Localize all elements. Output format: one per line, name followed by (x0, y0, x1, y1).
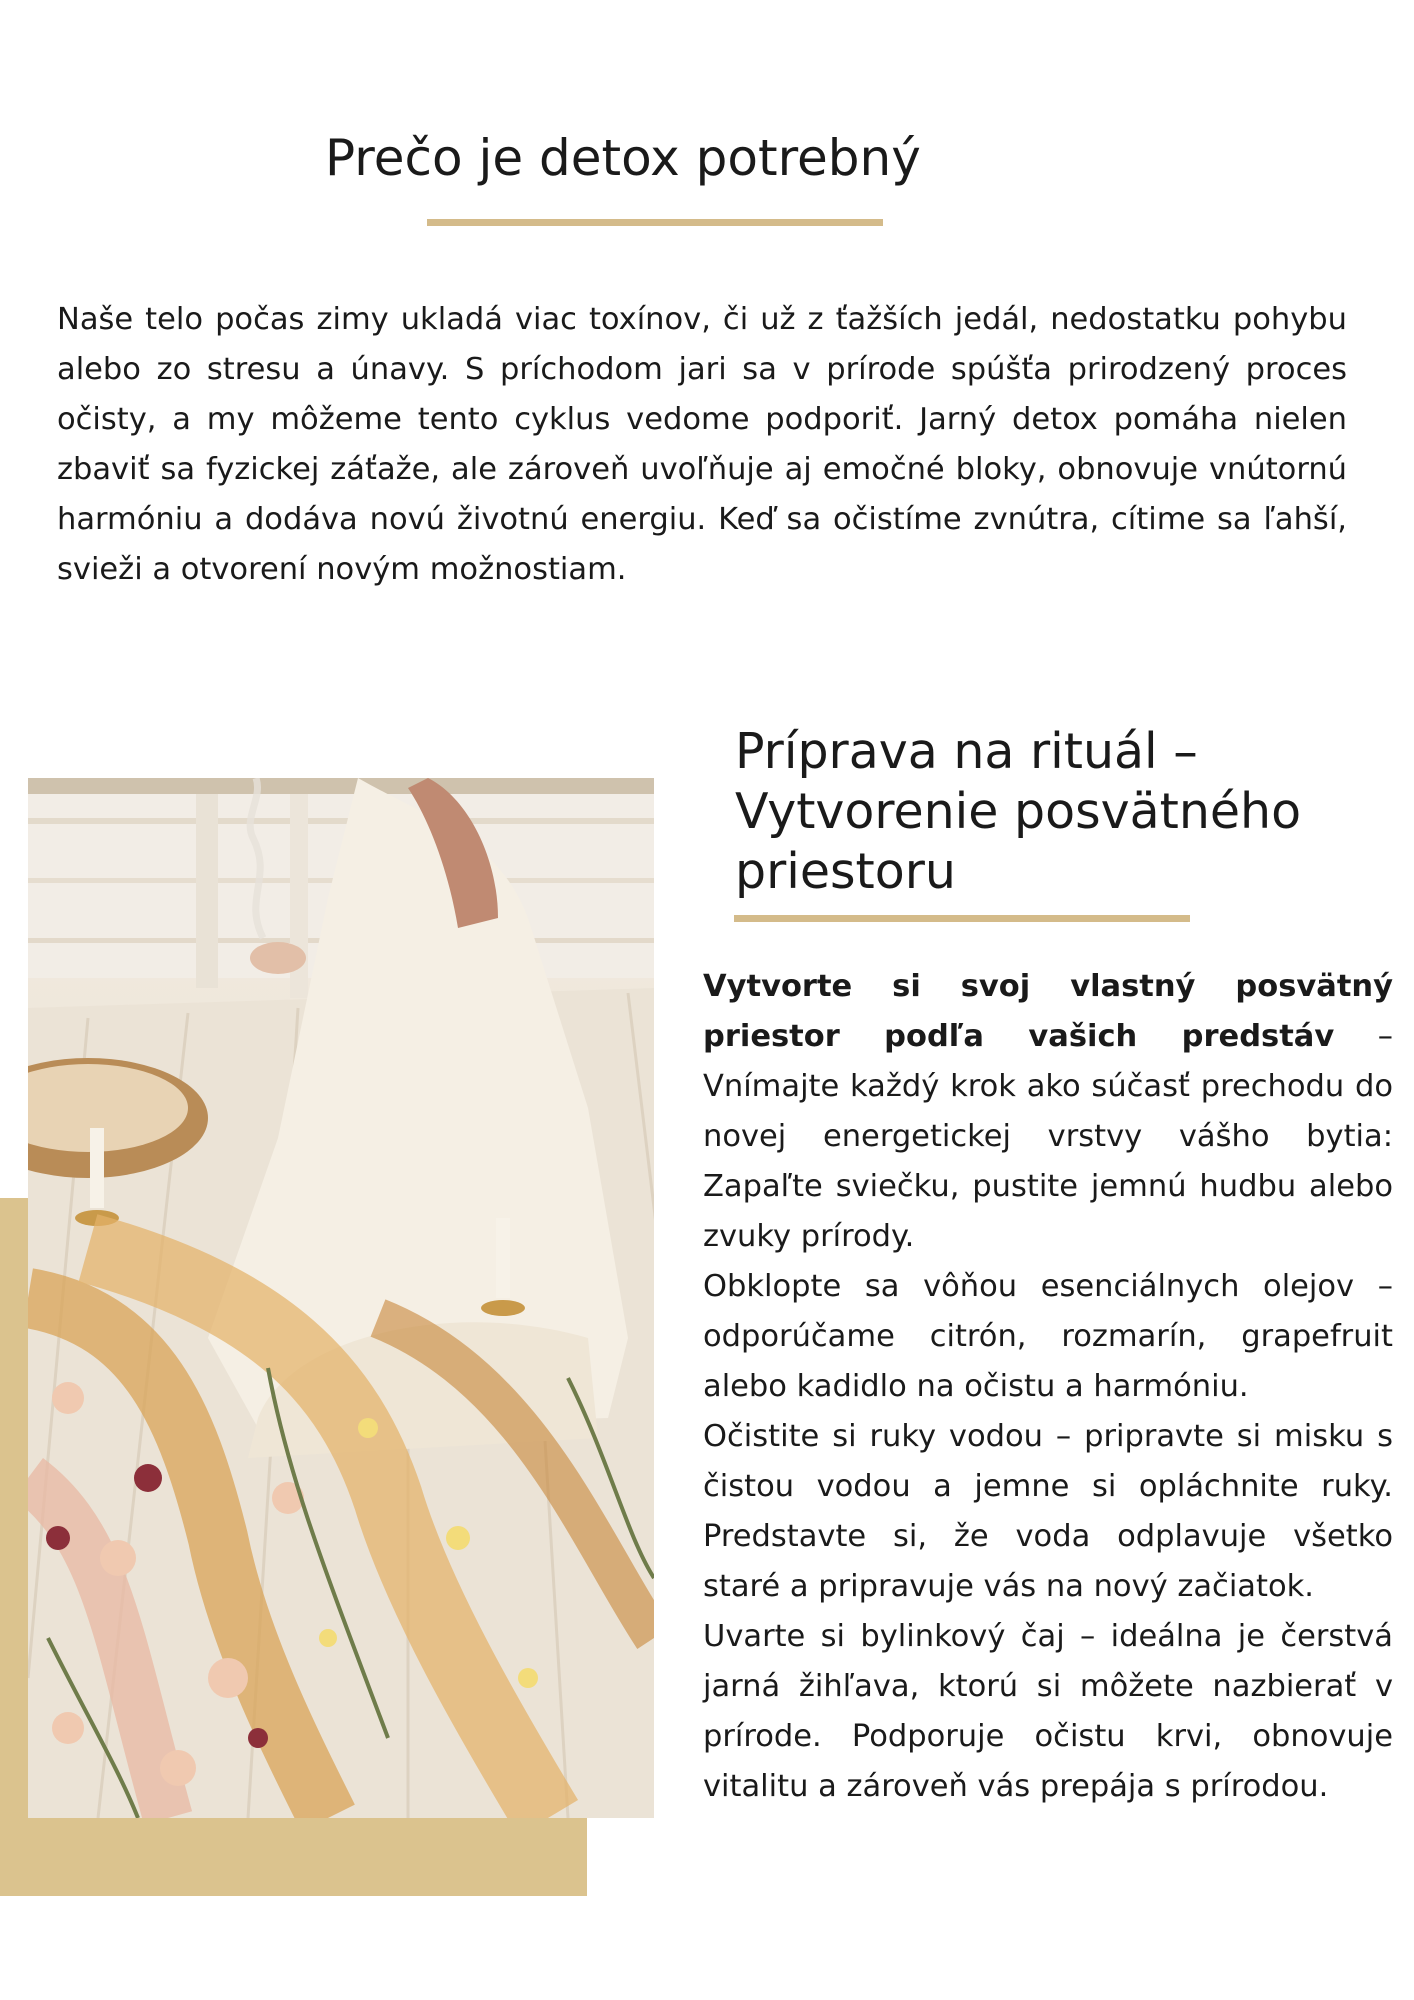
ritual-photo (28, 778, 654, 1818)
ritual-intro-rest: – Vnímajte každý krok ako súčasť prechodu do novej energetickej vrstvy vášho bytia: Zapaľte sviečku, pustite jemnú hudbu alebo zvuky prírody. (703, 1019, 1393, 1254)
ritual-intro-bold: Vytvorte si svoj vlastný posvätný priestor podľa vašich predstáv (703, 969, 1393, 1054)
ritual-item-oils: Obklopte sa vôňou esenciálnych olejov – odporúčame citrón, rozmarín, grapefruit alebo kadidlo na očistu a harmóniu. (703, 1269, 1393, 1404)
title-divider (734, 915, 1190, 922)
ritual-intro (703, 962, 1393, 1262)
ritual-text (703, 962, 1393, 1812)
ritual-item-tea: Uvarte si bylinkový čaj – ideálna je čerstvá jarná žihľava, ktorú si môžete nazbierať v prírode. Podporuje očistu krvi, obnovuje vitalitu a zároveň vás prepája s prírodou. (703, 1619, 1393, 1804)
ritual-item-water: Očistite si ruky vodou – pripravte si misku s čistou vodou a jemne si opláchnite ruky. Predstavte si, že voda odplavuje všetko staré a pripravuje vás na nový začiatok. (703, 1419, 1393, 1604)
section-title-detox: Prečo je detox potrebný (325, 129, 921, 187)
detox-paragraph: Naše telo počas zimy ukladá viac toxínov, či už z ťažších jedál, nedostatku pohybu alebo zo stresu a únavy. S príchodom jari sa v prírode spúšťa prirodzený proces očisty, a my môžeme tento cyklus vedome podporiť. Jarný detox pomáha nielen zbaviť sa fyzickej záťaže, ale zároveň uvoľňuje aj emočné bloky, obnovuje vnútornú harmóniu a dodáva novú životnú energiu. Keď sa očistíme zvnútra, cítime sa ľahší, svieži a otvorení novým možnostiam. (57, 302, 1347, 587)
section-title-ritual: Príprava na rituál – Vytvorenie posvätného priestoru (735, 723, 1302, 900)
title-divider (427, 219, 883, 226)
